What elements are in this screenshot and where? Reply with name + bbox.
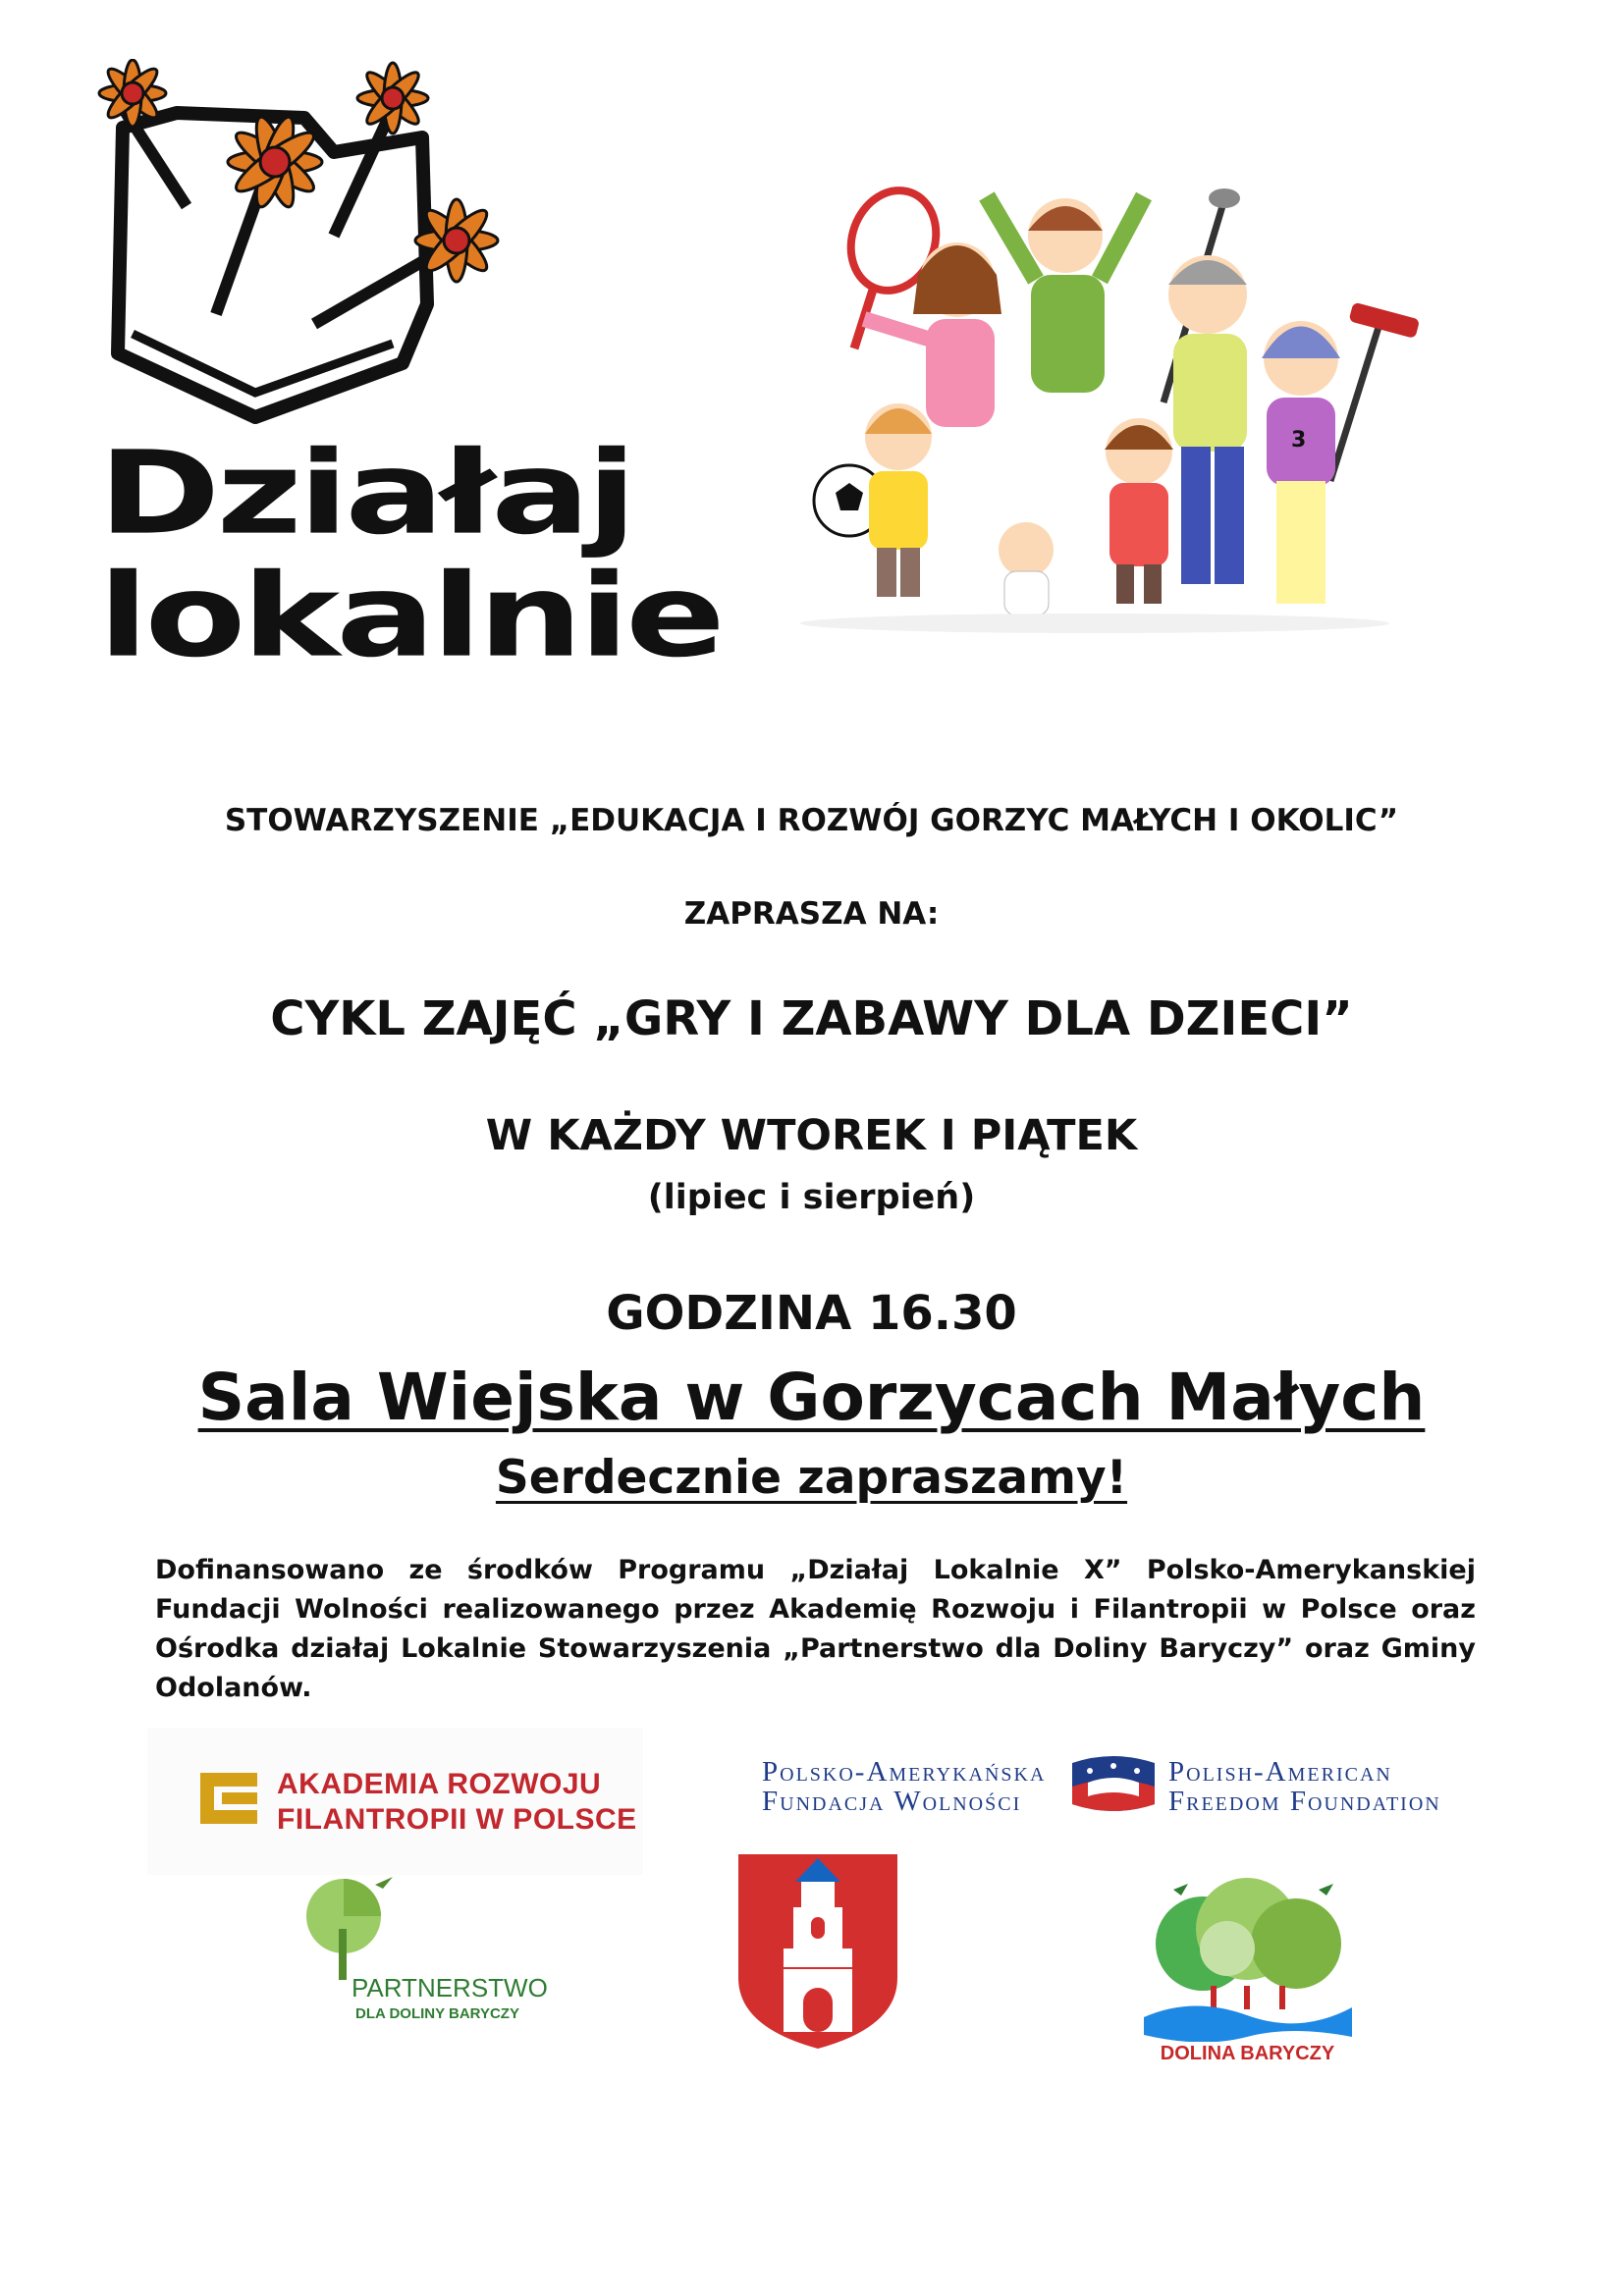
arfp-line2: FILANTROPII W POLSCE (277, 1803, 637, 1836)
odolanow-crest (734, 1850, 901, 2052)
event-cycle-title: CYKL ZAJĘĆ „GRY I ZABAWY DLA DZIECI” (270, 991, 1353, 1046)
partnerstwo-logo (285, 1875, 550, 2042)
event-hour: GODZINA 16.30 (606, 1286, 1017, 1341)
event-venue: Sala Wiejska w Gorzycach Małych (197, 1360, 1426, 1435)
invitation-label: ZAPRASZA NA: (683, 896, 940, 932)
svg-text:3: 3 (1291, 428, 1307, 453)
dzialaj-lokalnie-logo (79, 59, 722, 697)
funding-note: Dofinansowano ze środków Programu „Działaj Lokalnie X” Polsko-Amerykanskiej Fundacji Wolności realizowanego przez Akademię Rozwoju i Filantropii w Polsce oraz Ośrodka działaj Lokalnie Stowarzyszenia „Partnerstwo dla Doliny Baryczy” oraz Gminy Odolanów. (155, 1555, 1476, 1703)
dolina-baryczy-label: DOLINA BARYCZY (1160, 2043, 1335, 2064)
arfp-logo (147, 1728, 643, 1875)
pafw-pl-line1: Polsko-Amerykańska (762, 1756, 1047, 1788)
tree-icon (285, 1875, 403, 1983)
family-sports-illustration (771, 177, 1419, 638)
event-months: (lipiec i sierpień) (647, 1178, 976, 1217)
pafw-pl-line2: Fundacja Wolności (762, 1786, 1022, 1817)
event-days: W KAŻDY WTOREK I PIĄTEK (485, 1111, 1138, 1160)
partnerstwo-line1: PARTNERSTWO (352, 1973, 548, 2002)
dolina-baryczy-logo (1134, 1870, 1360, 2076)
flag-icon (1068, 1753, 1159, 1834)
partnerstwo-line2: DLA DOLINY BARYCZY (355, 2005, 519, 2022)
arfp-mark-icon (194, 1767, 263, 1830)
logo-word-lokalnie: lokalnie (98, 550, 722, 683)
pafw-en-line1: Polish-American (1168, 1756, 1392, 1788)
welcome-text: Serdecznie zapraszamy! (495, 1451, 1128, 1505)
pafw-en-line2: Freedom Foundation (1168, 1786, 1441, 1817)
tower-crest-icon (734, 1850, 901, 2052)
pafw-logo (756, 1749, 1483, 1838)
trees-river-icon (1134, 1870, 1360, 2042)
flower-box-icon (79, 59, 530, 481)
logo-word-dzialaj: Działaj (98, 427, 633, 561)
arfp-line1: AKADEMIA ROZWOJU (277, 1768, 602, 1800)
organizer-name: STOWARZYSZENIE „EDUKACJA I ROZWÓJ GORZYC MAŁYCH I OKOLIC” (224, 803, 1399, 838)
